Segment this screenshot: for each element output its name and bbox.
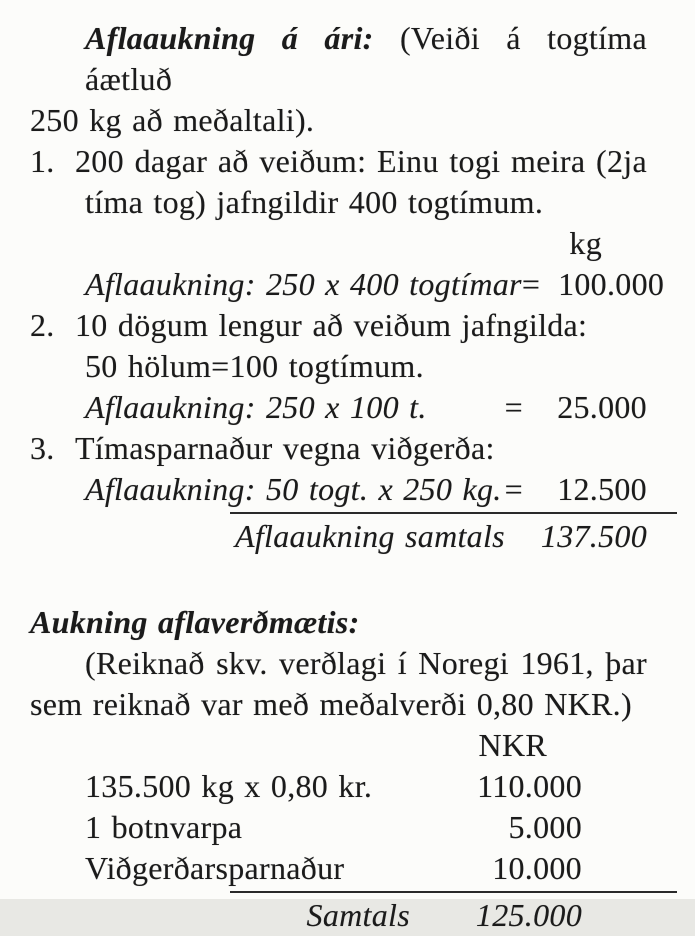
subtotal-row — [30, 516, 647, 557]
list-item-1-text: 200 dagar að veiðum: Einu togi meira (2ja — [75, 143, 647, 179]
equation-3-label: Aflaaukning: 50 togt. x 250 kg. — [85, 471, 502, 507]
equation-row-3 — [30, 469, 647, 510]
kg-unit-label: kg — [569, 225, 602, 261]
equation-2-label: Aflaaukning: 250 x 100 t. — [85, 389, 427, 425]
table-row-value: 5.000 — [508, 809, 582, 845]
table-row-label: Viðgerðarsparnaður — [85, 850, 345, 886]
table-row-value: 110.000 — [477, 768, 582, 804]
table-row-label: 135.500 kg x 0,80 kr. — [85, 768, 373, 804]
note-line2: sem reiknað var með meðalverði 0,80 NKR.) — [30, 686, 632, 722]
list-item-2-text: 10 dögum lengur að veiðum jafngilda: — [75, 307, 588, 343]
intro-text: (Veiði á togtíma áætluð — [85, 20, 647, 97]
intro-paragraph-line1 — [30, 18, 647, 100]
equation-row-1 — [30, 264, 665, 305]
list-item-2-line2: 50 hölum=100 togtímum. — [85, 348, 424, 384]
equals-sign: = — [521, 266, 541, 302]
list-item-2-line1 — [30, 305, 647, 346]
table-row-label: 1 botnvarpa — [85, 809, 243, 845]
note-line1: (Reiknað skv. verðlagi í Noregi 1961, þar — [85, 645, 647, 681]
table-row-value: 10.000 — [492, 850, 582, 886]
total-rule — [230, 891, 677, 893]
list-item-3-number: 3. — [30, 430, 55, 466]
total-row — [30, 895, 647, 936]
list-item-3-text: Tímasparnaður vegna viðgerða: — [75, 430, 495, 466]
subtotal-value: 137.500 — [540, 518, 647, 554]
total-label: Samtals — [306, 897, 410, 933]
list-item-1-line2: tíma tog) jafngildir 400 togtímum. — [85, 184, 544, 220]
equation-3-value: 12.500 — [557, 471, 647, 507]
table-row — [30, 807, 647, 848]
section-heading: Aukning aflaverðmætis: — [30, 604, 360, 640]
equation-row-2 — [30, 387, 647, 428]
equation-1-value: 100.000 — [558, 266, 665, 302]
list-item-1-number: 1. — [30, 143, 55, 179]
subtotal-label: Aflaaukning samtals — [235, 518, 505, 554]
equation-2-value: 25.000 — [557, 389, 647, 425]
nkr-unit-label: NKR — [478, 727, 547, 763]
list-item-3-line1 — [30, 428, 647, 469]
total-value: 125.000 — [475, 897, 582, 933]
table-row — [30, 766, 647, 807]
equals-sign: = — [504, 389, 523, 425]
equation-1-label: Aflaaukning: 250 x 400 togtímar — [85, 266, 522, 302]
list-item-2-number: 2. — [30, 307, 55, 343]
equals-sign: = — [504, 471, 523, 507]
subtotal-rule — [230, 512, 677, 514]
table-row — [30, 848, 647, 889]
intro-title: Aflaaukning á ári: — [85, 20, 374, 56]
intro-paragraph-line2: 250 kg að meðaltali). — [30, 102, 315, 138]
list-item-1-line1 — [30, 141, 647, 182]
